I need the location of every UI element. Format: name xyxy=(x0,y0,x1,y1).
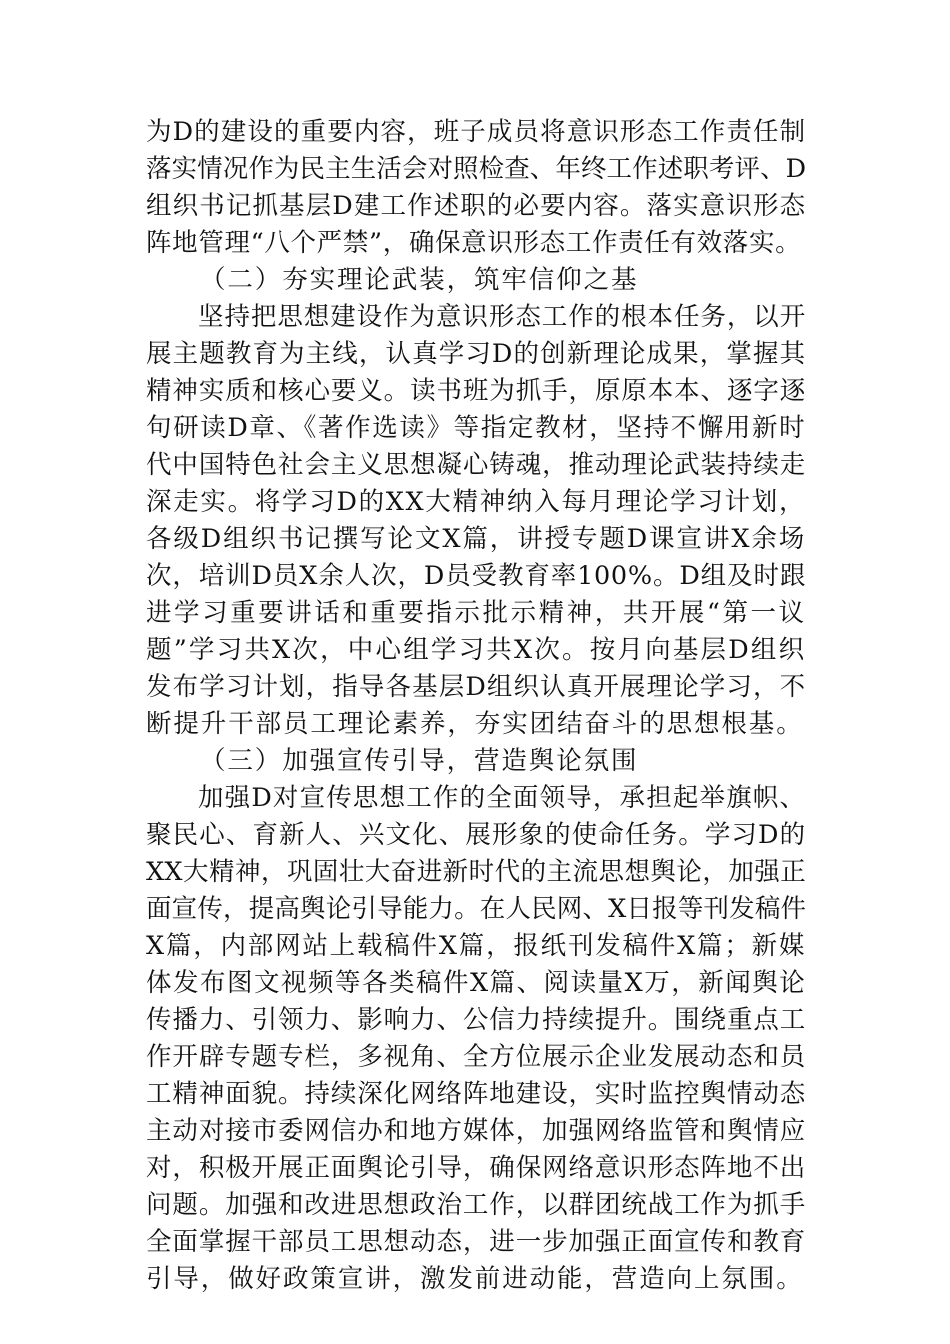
document-body xyxy=(146,114,806,1298)
text-line: 传播力、引领力、影响力、公信力持续提升。围绕重点工 xyxy=(146,1005,806,1035)
text-line: 为D的建设的重要内容，班子成员将意识形态工作责任制 xyxy=(146,117,806,147)
text-line: 代中国特色社会主义思想凝心铸魂，推动理论武装持续走 xyxy=(146,450,806,480)
text-line: 作开辟专题专栏，多视角、全方位展示企业发展动态和员 xyxy=(146,1042,806,1072)
text-line: 断提升干部员工理论素养，夯实团结奋斗的思想根基。 xyxy=(146,709,804,739)
text-line: 进学习重要讲话和重要指示批示精神，共开展“第一议 xyxy=(146,598,806,628)
text-line: 题”学习共X次，中心组学习共X次。按月向基层D组织 xyxy=(146,635,806,665)
text-line: 精神实质和核心要义。读书班为抓手，原原本本、逐字逐 xyxy=(146,376,806,406)
text-line: 组织书记抓基层D建工作述职的必要内容。落实意识形态 xyxy=(146,191,806,221)
text-line: XX大精神，巩固壮大奋进新时代的主流思想舆论，加强正 xyxy=(146,857,806,887)
text-line: 面宣传，提高舆论引导能力。在人民网、X日报等刊发稿件 xyxy=(146,894,806,924)
text-line: 展主题教育为主线，认真学习D的创新理论成果，掌握其 xyxy=(146,339,806,369)
text-line: 句研读D章、《著作选读》等指定教材，坚持不懈用新时 xyxy=(146,413,806,443)
section-heading-2: （二）夯实理论武装，筑牢信仰之基 xyxy=(200,265,639,295)
text-line: 次，培训D员X余人次，D员受教育率100%。D组及时跟 xyxy=(146,561,806,591)
text-line: X篇，内部网站上载稿件X篇，报纸刊发稿件X篇；新媒 xyxy=(146,931,806,961)
paragraph-publicity xyxy=(146,780,806,1298)
paragraph-continued xyxy=(146,114,806,262)
text-line: 落实情况作为民主生活会对照检查、年终工作述职考评、D xyxy=(146,154,806,184)
section-heading-3: （三）加强宣传引导，营造舆论氛围 xyxy=(200,746,639,776)
text-line: 引导，做好政策宣讲，激发前进动能，营造向上氛围。 xyxy=(146,1264,804,1294)
text-line: 全面掌握干部员工思想动态，进一步加强正面宣传和教育 xyxy=(146,1227,806,1257)
text-line: 对，积极开展正面舆论引导，确保网络意识形态阵地不出 xyxy=(146,1153,806,1183)
text-line: 阵地管理“八个严禁”，确保意识形态工作责任有效落实。 xyxy=(146,228,802,258)
text-line: 加强D对宣传思想工作的全面领导，承担起举旗帜、 xyxy=(198,783,806,813)
text-line: 主动对接市委网信办和地方媒体，加强网络监管和舆情应 xyxy=(146,1116,806,1146)
paragraph-theory xyxy=(146,299,806,743)
text-line: 坚持把思想建设作为意识形态工作的根本任务，以开 xyxy=(198,302,806,332)
text-line: 问题。加强和改进思想政治工作，以群团统战工作为抓手 xyxy=(146,1190,806,1220)
text-line: 深走实。将学习D的XX大精神纳入每月理论学习计划， xyxy=(146,487,806,517)
text-line: 发布学习计划，指导各基层D组织认真开展理论学习，不 xyxy=(146,672,806,702)
text-line: 体发布图文视频等各类稿件X篇、阅读量X万，新闻舆论 xyxy=(146,968,806,998)
text-line: 各级D组织书记撰写论文X篇，讲授专题D课宣讲X余场 xyxy=(146,524,807,554)
text-line: 工精神面貌。持续深化网络阵地建设，实时监控舆情动态 xyxy=(146,1079,806,1109)
text-line: 聚民心、育新人、兴文化、展形象的使命任务。学习D的 xyxy=(146,820,806,850)
